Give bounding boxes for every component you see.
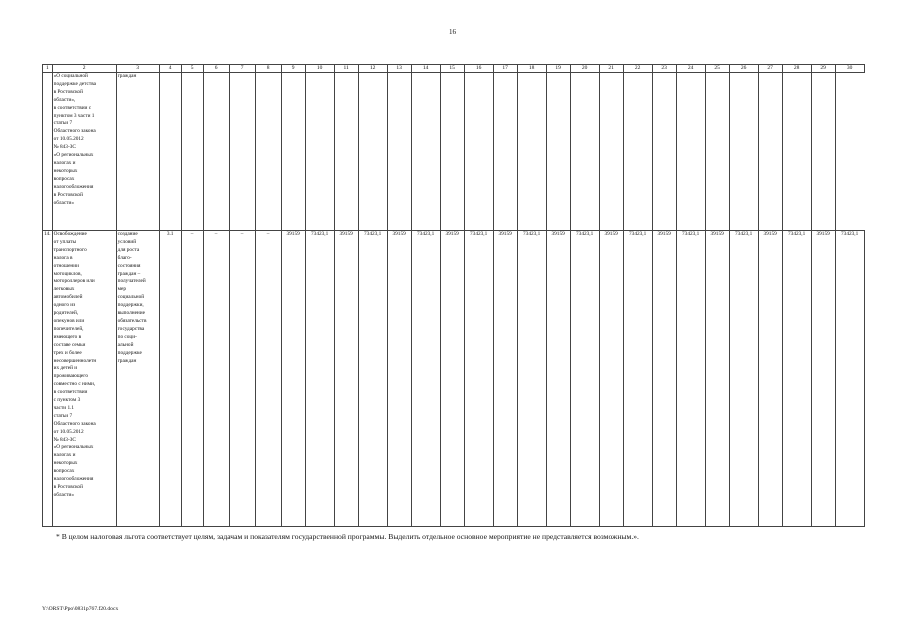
value-cell: 73423,1 — [729, 231, 758, 527]
empty-cell — [464, 73, 493, 231]
empty-cell — [181, 73, 203, 231]
header-cell: 4 — [159, 65, 181, 73]
value-cell: 39159 — [599, 231, 623, 527]
header-cell: 18 — [517, 65, 546, 73]
value-cell: 39159 — [546, 231, 570, 527]
empty-cell — [281, 73, 305, 231]
value-cell: 39159 — [440, 231, 464, 527]
header-cell: 27 — [758, 65, 782, 73]
header-cell: 9 — [281, 65, 305, 73]
empty-cell — [570, 73, 599, 231]
header-row — [43, 65, 865, 73]
value-cell: 73423,1 — [411, 231, 440, 527]
empty-cell — [599, 73, 623, 231]
empty-cell — [811, 73, 835, 231]
empty-cell — [652, 73, 676, 231]
goal-cell: создание условий для роста благо- состояния граждан – получателей мер социальной поддержки, выполнение обязательств государства по соци- альной поддержке граждан — [116, 231, 159, 527]
value-cell: 73423,1 — [517, 231, 546, 527]
value-cell: 39159 — [334, 231, 358, 527]
empty-cell — [546, 73, 570, 231]
value-cell: 39159 — [281, 231, 305, 527]
dash-cell: – — [203, 231, 229, 527]
page-number: 16 — [449, 28, 456, 36]
header-cell: 29 — [811, 65, 835, 73]
header-cell: 11 — [334, 65, 358, 73]
empty-cell — [411, 73, 440, 231]
empty-cell — [440, 73, 464, 231]
empty-cell — [758, 73, 782, 231]
table-row — [43, 73, 865, 231]
header-cell: 22 — [623, 65, 652, 73]
empty-cell — [255, 73, 281, 231]
value-cell: 39159 — [758, 231, 782, 527]
empty-cell — [517, 73, 546, 231]
header-cell: 8 — [255, 65, 281, 73]
value-cell: 39159 — [387, 231, 411, 527]
measure-name-cell: «О социальной поддержке детства в Ростовской области», в соответствии с пунктом 3 части 1 статьи 7 Областного закона от 10.05.2012 № 843-ЗС «О региональных налогах и некоторых вопросах налогообложения в Ростовской области» — [52, 73, 116, 231]
goal-cell: граждан — [116, 73, 159, 231]
header-cell: 15 — [440, 65, 464, 73]
value-cell: 39159 — [705, 231, 729, 527]
header-cell: 7 — [229, 65, 255, 73]
dash-cell: – — [255, 231, 281, 527]
empty-cell — [159, 73, 181, 231]
empty-cell — [203, 73, 229, 231]
header-cell: 23 — [652, 65, 676, 73]
empty-cell — [705, 73, 729, 231]
empty-cell — [623, 73, 652, 231]
header-cell: 13 — [387, 65, 411, 73]
empty-cell — [229, 73, 255, 231]
dash-cell: – — [181, 231, 203, 527]
header-cell: 24 — [676, 65, 705, 73]
value-cell: 73423,1 — [305, 231, 334, 527]
header-cell: 19 — [546, 65, 570, 73]
header-cell: 12 — [358, 65, 387, 73]
header-cell: 5 — [181, 65, 203, 73]
empty-cell — [676, 73, 705, 231]
empty-cell — [334, 73, 358, 231]
table-row — [43, 231, 865, 527]
header-cell: 1 — [43, 65, 53, 73]
header-cell: 10 — [305, 65, 334, 73]
empty-cell — [729, 73, 758, 231]
row-number-cell: 14. — [43, 231, 53, 527]
header-cell: 2 — [52, 65, 116, 73]
value-cell: 73423,1 — [570, 231, 599, 527]
value-cell: 73423,1 — [676, 231, 705, 527]
header-cell: 21 — [599, 65, 623, 73]
header-cell: 6 — [203, 65, 229, 73]
value-cell: 39159 — [493, 231, 517, 527]
code-cell: 3.1 — [159, 231, 181, 527]
empty-cell — [782, 73, 811, 231]
data-table — [42, 64, 865, 527]
empty-cell — [387, 73, 411, 231]
value-cell: 73423,1 — [358, 231, 387, 527]
header-cell: 14 — [411, 65, 440, 73]
header-cell: 30 — [835, 65, 864, 73]
header-cell: 26 — [729, 65, 758, 73]
empty-cell — [358, 73, 387, 231]
header-cell: 25 — [705, 65, 729, 73]
header-cell: 3 — [116, 65, 159, 73]
header-cell: 28 — [782, 65, 811, 73]
value-cell: 39159 — [811, 231, 835, 527]
value-cell: 39159 — [652, 231, 676, 527]
value-cell: 73423,1 — [623, 231, 652, 527]
value-cell: 73423,1 — [835, 231, 864, 527]
row-number-cell — [43, 73, 53, 231]
value-cell: 73423,1 — [782, 231, 811, 527]
header-cell: 20 — [570, 65, 599, 73]
dash-cell: – — [229, 231, 255, 527]
empty-cell — [305, 73, 334, 231]
file-path: Y:\ORST\Ppo\0831p767.f20.docx — [42, 606, 119, 612]
measure-name-cell: Освобождение от уплаты транспортного налога в отношении мотоциклов, мотороллеров или легковых автомобилей одного из родителей, опекунов или попечителей, имеющего в составе семьи трех и более несовершеннолетн их детей и проживающего совместно с ними, в соответствии с пунктом 3 части 1.1 статьи 7 Областного закона от 10.05.2012 № 843-ЗС «О региональных налогах и некоторых вопросах налогообложения в Ростовской области» — [52, 231, 116, 527]
empty-cell — [493, 73, 517, 231]
header-cell: 16 — [464, 65, 493, 73]
value-cell: 73423,1 — [464, 231, 493, 527]
footnote: * В целом налоговая льгота соответствует целям, задачам и показателям государственной программы. Выделить отдельное основное мероприятие не представляется возможным.». — [56, 532, 639, 541]
header-cell: 17 — [493, 65, 517, 73]
